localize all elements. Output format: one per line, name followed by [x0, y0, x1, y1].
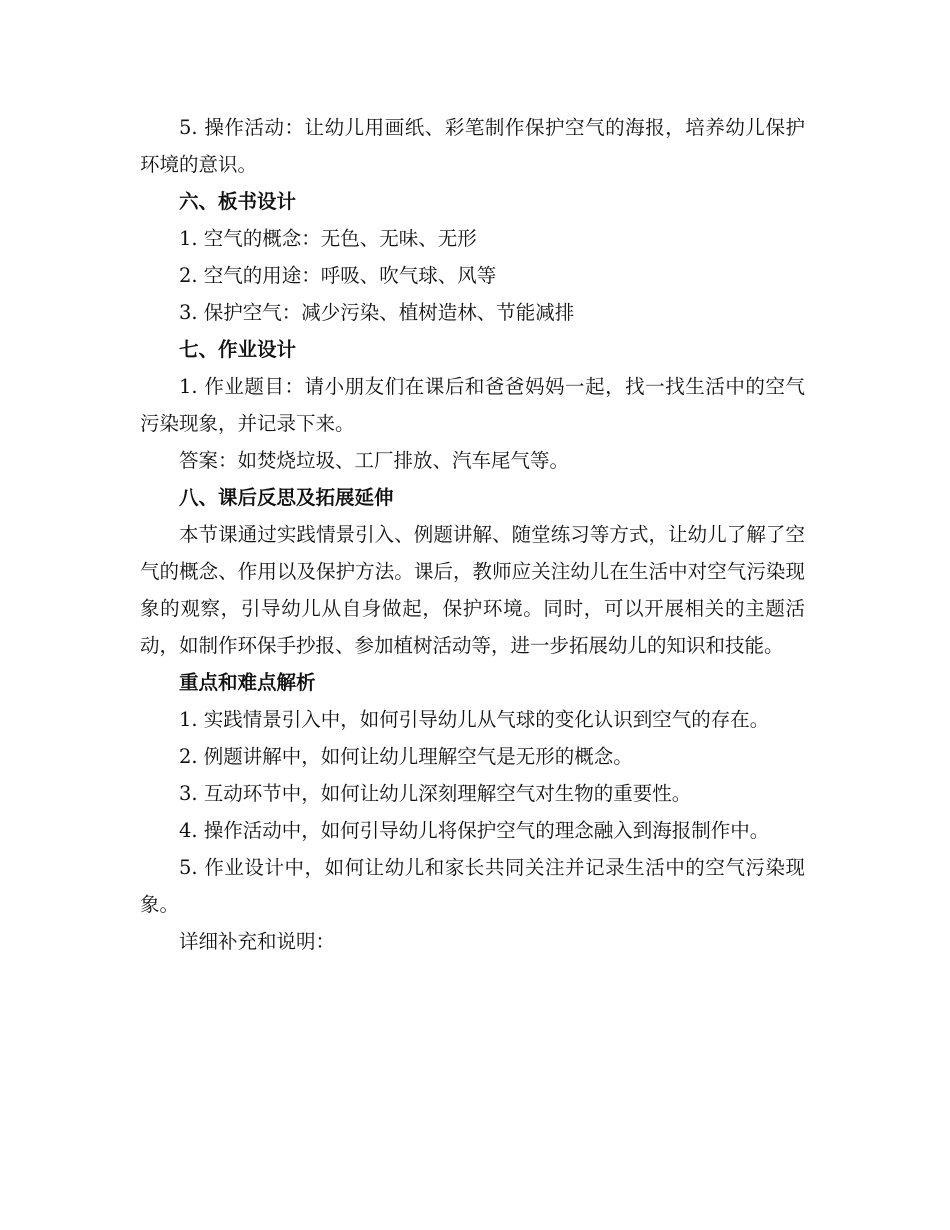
document-page [140, 109, 805, 960]
paragraph-answer: 答案：如焚烧垃圾、工厂排放、汽车尾气等。 [179, 449, 570, 472]
list-item-key-point-2: 2. 例题讲解中，如何让幼儿理解空气是无形的概念。 [179, 745, 633, 768]
list-item-air-uses: 2. 空气的用途：呼吸、吹气球、风等 [179, 264, 497, 287]
list-item-key-point-1: 1. 实践情景引入中，如何引导幼儿从气球的变化认识到空气的存在。 [179, 708, 770, 731]
paragraph-detail-supplement: 详细补充和说明： [179, 930, 336, 953]
list-item-air-concept: 1. 空气的概念：无色、无味、无形 [179, 227, 477, 250]
heading-board-design: 六、板书设计 [179, 190, 297, 213]
list-item-homework-topic: 1. 作业题目：请小朋友们在课后和爸爸妈妈一起，找一找生活中的空气污染现象，并记录下来。 [140, 375, 805, 435]
heading-homework-design: 七、作业设计 [179, 338, 297, 361]
paragraph-reflection-body: 本节课通过实践情景引入、例题讲解、随堂练习等方式，让幼儿了解了空气的概念、作用以及保护方法。课后，教师应关注幼儿在生活中对空气污染现象的观察，引导幼儿从自身做起，保护环境。同时，可以开展相关的主题活动，如制作环保手抄报、参加植树活动等，进一步拓展幼儿的知识和技能。 [140, 523, 805, 657]
list-item-protect-air: 3. 保护空气：减少污染、植树造林、节能减排 [179, 301, 575, 324]
heading-key-points: 重点和难点解析 [179, 671, 316, 694]
paragraph-operation-activity: 5. 操作活动：让幼儿用画纸、彩笔制作保护空气的海报，培养幼儿保护环境的意识。 [140, 116, 805, 176]
list-item-key-point-3: 3. 互动环节中，如何让幼儿深刻理解空气对生物的重要性。 [179, 782, 692, 805]
list-item-key-point-4: 4. 操作活动中，如何引导幼儿将保护空气的理念融入到海报制作中。 [179, 819, 770, 842]
list-item-key-point-5: 5. 作业设计中，如何让幼儿和家长共同关注并记录生活中的空气污染现象。 [140, 856, 805, 916]
heading-reflection: 八、课后反思及拓展延伸 [179, 486, 394, 509]
